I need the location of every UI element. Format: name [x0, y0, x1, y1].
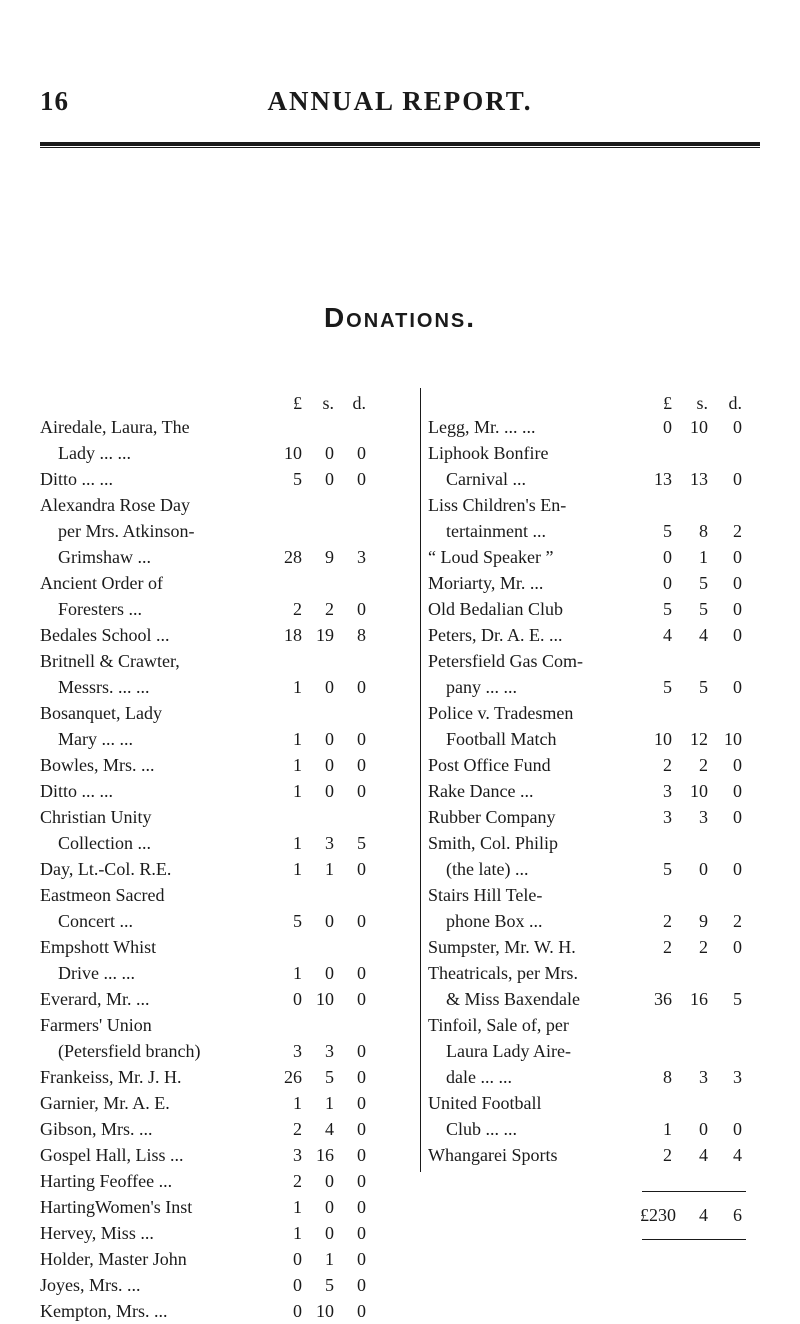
donor-name: Garnier, Mr. A. E. — [40, 1093, 170, 1113]
donor-name: Empshott Whist — [40, 937, 157, 957]
donation-row — [428, 934, 770, 960]
donor-name: Christian Unity — [40, 807, 152, 827]
donation-row — [428, 830, 770, 856]
amount-pence: 5 — [357, 833, 366, 853]
donation-row — [428, 752, 770, 778]
amount-pounds: 1 — [293, 833, 302, 853]
page-header — [40, 86, 760, 126]
amount-shillings: 3 — [325, 1041, 334, 1061]
donor-name: Joyes, Mrs. ... — [40, 1275, 141, 1295]
amount-pounds: 26 — [284, 1067, 302, 1087]
amount-pence: 0 — [357, 781, 366, 801]
donation-row — [428, 856, 770, 882]
amount-shillings: 16 — [316, 1145, 334, 1165]
amount-pence: 0 — [357, 911, 366, 931]
amount-shillings: 4 — [699, 1145, 708, 1165]
donor-name: Gibson, Mrs. ... — [40, 1119, 153, 1139]
donor-name: Collection ... — [58, 833, 151, 853]
donor-name: Harting Feoffee ... — [40, 1171, 173, 1191]
donation-row — [428, 648, 770, 674]
amount-shillings: 0 — [325, 781, 334, 801]
donation-row — [428, 908, 770, 934]
amount-pounds: 0 — [663, 573, 672, 593]
amount-pounds: 18 — [284, 625, 302, 645]
amount-pounds: 3 — [663, 781, 672, 801]
amount-shillings: 1 — [699, 547, 708, 567]
amount-pence: 0 — [733, 677, 742, 697]
donor-name: Bedales School ... — [40, 625, 170, 645]
total-shillings: 4 — [699, 1205, 708, 1225]
donation-row — [40, 856, 380, 882]
donation-row — [40, 752, 380, 778]
amount-pence: 0 — [357, 1119, 366, 1139]
donor-name: Laura Lady Aire- — [446, 1041, 571, 1061]
amount-pence: 0 — [357, 1301, 366, 1321]
amount-pounds: 10 — [284, 443, 302, 463]
donation-row — [40, 778, 380, 804]
donor-name: Bosanquet, Lady — [40, 703, 162, 723]
donor-name: Britnell & Crawter, — [40, 651, 180, 671]
donation-row — [40, 674, 380, 700]
amount-pence: 0 — [733, 859, 742, 879]
amount-pence: 0 — [357, 1067, 366, 1087]
amount-shillings: 1 — [325, 1249, 334, 1269]
donation-row — [40, 544, 380, 570]
donation-row — [40, 466, 380, 492]
donation-row — [40, 1116, 380, 1142]
donor-name: United Football — [428, 1093, 542, 1113]
donor-name: Eastmeon Sacred — [40, 885, 165, 905]
header-rule-thin — [40, 147, 760, 148]
donation-row — [40, 1298, 380, 1324]
amount-pounds: 1 — [663, 1119, 672, 1139]
donor-name: Airedale, Laura, The — [40, 417, 190, 437]
amount-shillings: 0 — [325, 963, 334, 983]
amount-shillings: 0 — [325, 677, 334, 697]
amount-pounds: 1 — [293, 859, 302, 879]
total-rule-top — [428, 1182, 770, 1200]
amount-shillings: 16 — [690, 989, 708, 1009]
amount-pounds: 10 — [654, 729, 672, 749]
donation-row — [428, 570, 770, 596]
amount-pounds: 1 — [293, 1093, 302, 1113]
donor-name: Football Match — [446, 729, 557, 749]
amount-pence: 0 — [357, 443, 366, 463]
amount-pounds: 5 — [663, 521, 672, 541]
amount-pounds: 1 — [293, 1197, 302, 1217]
donor-name: & Miss Baxendale — [446, 989, 580, 1009]
amount-shillings: 9 — [699, 911, 708, 931]
donor-name: Rubber Company — [428, 807, 556, 827]
amount-pounds: 5 — [293, 911, 302, 931]
donation-row — [40, 1012, 380, 1038]
amount-pence: 3 — [357, 547, 366, 567]
donation-row — [40, 648, 380, 674]
amount-pence: 0 — [733, 417, 742, 437]
amount-pounds: 0 — [663, 417, 672, 437]
donor-name: Kempton, Mrs. ... — [40, 1301, 168, 1321]
donations-left-column — [40, 392, 380, 1324]
donor-name: Moriarty, Mr. ... — [428, 573, 544, 593]
donation-row — [428, 882, 770, 908]
total-row — [428, 1200, 770, 1230]
amount-shillings: 0 — [325, 469, 334, 489]
donor-name: Sumpster, Mr. W. H. — [428, 937, 576, 957]
donation-row — [40, 492, 380, 518]
pence-header: d. — [728, 393, 742, 413]
total-rule-bottom — [428, 1230, 770, 1248]
amount-pence: 0 — [733, 469, 742, 489]
donation-row — [428, 544, 770, 570]
donation-row — [40, 570, 380, 596]
amount-pounds: 1 — [293, 755, 302, 775]
amount-pounds: 0 — [293, 1249, 302, 1269]
donation-row — [40, 804, 380, 830]
donation-row — [40, 1168, 380, 1194]
amount-shillings: 0 — [325, 443, 334, 463]
amount-pounds: 5 — [663, 677, 672, 697]
amount-shillings: 12 — [690, 729, 708, 749]
pence-header: d. — [352, 393, 366, 413]
amount-shillings: 9 — [325, 547, 334, 567]
running-title: ANNUAL REPORT. — [267, 86, 533, 116]
amount-shillings: 3 — [699, 1067, 708, 1087]
amount-pence: 0 — [357, 1249, 366, 1269]
shillings-header: s. — [322, 393, 334, 413]
amount-shillings: 1 — [325, 859, 334, 879]
donor-name: Stairs Hill Tele- — [428, 885, 543, 905]
amount-pounds: 0 — [293, 1275, 302, 1295]
donation-row — [40, 960, 380, 986]
currency-header-left — [40, 392, 380, 414]
amount-pence: 0 — [357, 1041, 366, 1061]
donation-row — [40, 934, 380, 960]
amount-pounds: 3 — [663, 807, 672, 827]
donor-name: Club ... ... — [446, 1119, 518, 1139]
amount-shillings: 10 — [316, 989, 334, 1009]
donation-row — [428, 518, 770, 544]
donation-row — [40, 440, 380, 466]
amount-shillings: 3 — [699, 807, 708, 827]
donation-row — [428, 1090, 770, 1116]
donation-row — [40, 1090, 380, 1116]
amount-pounds: 0 — [663, 547, 672, 567]
amount-pence: 0 — [733, 755, 742, 775]
total-pounds: £230 — [640, 1205, 676, 1225]
column-divider — [420, 388, 421, 1172]
donor-name: Carnival ... — [446, 469, 526, 489]
donation-row — [428, 1038, 770, 1064]
header-rule-thick — [40, 142, 760, 146]
amount-pounds: 13 — [654, 469, 672, 489]
donor-name: Mary ... ... — [58, 729, 133, 749]
amount-pence: 2 — [733, 911, 742, 931]
donor-name: HartingWomen's Inst — [40, 1197, 193, 1217]
donation-row — [40, 1272, 380, 1298]
donation-row — [428, 804, 770, 830]
amount-pence: 0 — [733, 547, 742, 567]
amount-pence: 0 — [733, 625, 742, 645]
amount-pence: 0 — [357, 1145, 366, 1165]
donation-row — [40, 596, 380, 622]
amount-pence: 0 — [357, 729, 366, 749]
donation-row — [40, 414, 380, 440]
amount-shillings: 1 — [325, 1093, 334, 1113]
donor-name: Lady ... ... — [58, 443, 131, 463]
amount-shillings: 13 — [690, 469, 708, 489]
amount-pence: 3 — [733, 1067, 742, 1087]
donor-name: Frankeiss, Mr. J. H. — [40, 1067, 182, 1087]
amount-pence: 0 — [357, 1197, 366, 1217]
donor-name: Farmers' Union — [40, 1015, 152, 1035]
donor-name: Police v. Tradesmen — [428, 703, 574, 723]
donor-name: Concert ... — [58, 911, 133, 931]
amount-shillings: 4 — [325, 1119, 334, 1139]
amount-pence: 4 — [733, 1145, 742, 1165]
amount-shillings: 5 — [325, 1275, 334, 1295]
amount-shillings: 0 — [325, 1171, 334, 1191]
donor-name: Legg, Mr. ... ... — [428, 417, 536, 437]
amount-pounds: 1 — [293, 677, 302, 697]
amount-shillings: 5 — [699, 677, 708, 697]
donation-row — [40, 622, 380, 648]
amount-pounds: 2 — [663, 755, 672, 775]
amount-pence: 0 — [733, 573, 742, 593]
amount-pence: 0 — [357, 963, 366, 983]
amount-pounds: 36 — [654, 989, 672, 1009]
amount-pence: 5 — [733, 989, 742, 1009]
amount-pounds: 1 — [293, 729, 302, 749]
amount-shillings: 0 — [325, 755, 334, 775]
pounds-header: £ — [293, 393, 302, 413]
donor-name: Ancient Order of — [40, 573, 163, 593]
donation-row — [40, 1142, 380, 1168]
donation-row — [40, 1194, 380, 1220]
amount-pounds: 28 — [284, 547, 302, 567]
amount-shillings: 10 — [690, 417, 708, 437]
donation-row — [428, 726, 770, 752]
amount-pence: 0 — [733, 807, 742, 827]
donor-name: dale ... ... — [446, 1067, 512, 1087]
amount-shillings: 2 — [325, 599, 334, 619]
amount-shillings: 3 — [325, 833, 334, 853]
donation-row — [40, 518, 380, 544]
donation-row — [40, 1038, 380, 1064]
amount-pounds: 2 — [293, 1119, 302, 1139]
donation-row — [40, 882, 380, 908]
amount-shillings: 5 — [699, 573, 708, 593]
amount-pounds: 3 — [293, 1041, 302, 1061]
amount-pounds: 1 — [293, 963, 302, 983]
amount-pence: 2 — [733, 521, 742, 541]
amount-pounds: 0 — [293, 1301, 302, 1321]
donation-row — [40, 908, 380, 934]
amount-pounds: 1 — [293, 781, 302, 801]
donor-name: Holder, Master John — [40, 1249, 187, 1269]
donor-name: Liss Children's En- — [428, 495, 567, 515]
donor-name: (Petersfield branch) — [58, 1041, 201, 1061]
donation-row — [428, 1142, 770, 1168]
amount-shillings: 2 — [699, 755, 708, 775]
donor-name: Smith, Col. Philip — [428, 833, 559, 853]
amount-shillings: 2 — [699, 937, 708, 957]
amount-shillings: 0 — [325, 1197, 334, 1217]
amount-pence: 10 — [724, 729, 742, 749]
amount-pounds: 2 — [293, 599, 302, 619]
donor-name: Grimshaw ... — [58, 547, 151, 567]
donation-row — [428, 414, 770, 440]
donor-name: Liphook Bonfire — [428, 443, 549, 463]
amount-pence: 0 — [733, 1119, 742, 1139]
amount-pence: 0 — [357, 1223, 366, 1243]
amount-shillings: 4 — [699, 625, 708, 645]
donation-row — [40, 986, 380, 1012]
amount-pence: 8 — [357, 625, 366, 645]
shillings-header: s. — [696, 393, 708, 413]
amount-pounds: 5 — [293, 469, 302, 489]
amount-pence: 0 — [357, 1093, 366, 1113]
donor-name: Messrs. ... ... — [58, 677, 150, 697]
amount-pounds: 2 — [663, 911, 672, 931]
amount-pence: 0 — [733, 781, 742, 801]
donation-row — [428, 622, 770, 648]
donor-name: Tinfoil, Sale of, per — [428, 1015, 569, 1035]
donor-name: Rake Dance ... — [428, 781, 534, 801]
donation-row — [40, 1064, 380, 1090]
donor-name: Hervey, Miss ... — [40, 1223, 154, 1243]
amount-pence: 0 — [733, 937, 742, 957]
donation-row — [40, 1220, 380, 1246]
amount-shillings: 5 — [699, 599, 708, 619]
amount-pence: 0 — [357, 755, 366, 775]
amount-pounds: 5 — [663, 859, 672, 879]
donor-name: Theatricals, per Mrs. — [428, 963, 578, 983]
donation-row — [428, 466, 770, 492]
currency-header-right — [428, 392, 770, 414]
donor-name: Ditto ... ... — [40, 781, 114, 801]
amount-pence: 0 — [357, 989, 366, 1009]
page-number: 16 — [40, 86, 69, 116]
amount-pounds: 2 — [293, 1171, 302, 1191]
amount-pounds: 5 — [663, 599, 672, 619]
donation-row — [428, 778, 770, 804]
total-pence: 6 — [733, 1205, 742, 1225]
amount-shillings: 0 — [325, 1223, 334, 1243]
amount-shillings: 0 — [699, 859, 708, 879]
amount-shillings: 5 — [325, 1067, 334, 1087]
donation-row — [428, 596, 770, 622]
donation-row — [428, 1012, 770, 1038]
donor-name: Foresters ... — [58, 599, 142, 619]
donor-name: Ditto ... ... — [40, 469, 114, 489]
donor-name: phone Box ... — [446, 911, 543, 931]
donor-name: Peters, Dr. A. E. ... — [428, 625, 563, 645]
amount-shillings: 10 — [316, 1301, 334, 1321]
donation-row — [40, 726, 380, 752]
pounds-header: £ — [663, 393, 672, 413]
donor-name: Bowles, Mrs. ... — [40, 755, 155, 775]
amount-pounds: 0 — [293, 989, 302, 1009]
donor-name: Alexandra Rose Day — [40, 495, 190, 515]
amount-pence: 0 — [357, 1275, 366, 1295]
donations-right-column — [428, 392, 770, 1248]
donation-row — [428, 700, 770, 726]
donor-name: Post Office Fund — [428, 755, 551, 775]
amount-shillings: 19 — [316, 625, 334, 645]
donor-name: “ Loud Speaker ” — [428, 547, 554, 567]
amount-pence: 0 — [357, 599, 366, 619]
donation-row — [40, 1246, 380, 1272]
amount-pounds: 1 — [293, 1223, 302, 1243]
amount-pence: 0 — [357, 859, 366, 879]
amount-shillings: 8 — [699, 521, 708, 541]
donation-row — [40, 700, 380, 726]
donor-name: Whangarei Sports — [428, 1145, 558, 1165]
donor-name: tertainment ... — [446, 521, 546, 541]
donor-name: (the late) ... — [446, 859, 529, 879]
donation-row — [428, 986, 770, 1012]
amount-pounds: 2 — [663, 1145, 672, 1165]
amount-pence: 0 — [733, 599, 742, 619]
donation-row — [428, 1064, 770, 1090]
section-title: Donations. — [323, 302, 477, 333]
donation-row — [428, 674, 770, 700]
donation-row — [40, 830, 380, 856]
amount-pence: 0 — [357, 469, 366, 489]
donation-row — [428, 492, 770, 518]
donor-name: Petersfield Gas Com- — [428, 651, 583, 671]
amount-pence: 0 — [357, 677, 366, 697]
amount-pounds: 4 — [663, 625, 672, 645]
amount-shillings: 10 — [690, 781, 708, 801]
amount-pounds: 2 — [663, 937, 672, 957]
donation-row — [428, 960, 770, 986]
donor-name: Drive ... ... — [58, 963, 135, 983]
donor-name: Day, Lt.-Col. R.E. — [40, 859, 172, 879]
amount-shillings: 0 — [325, 911, 334, 931]
donor-name: pany ... ... — [446, 677, 517, 697]
donation-row — [428, 1116, 770, 1142]
amount-shillings: 0 — [325, 729, 334, 749]
donor-name: Everard, Mr. ... — [40, 989, 150, 1009]
donor-name: per Mrs. Atkinson- — [58, 521, 195, 541]
donation-row — [428, 440, 770, 466]
amount-pence: 0 — [357, 1171, 366, 1191]
amount-pounds: 8 — [663, 1067, 672, 1087]
amount-shillings: 0 — [699, 1119, 708, 1139]
donor-name: Old Bedalian Club — [428, 599, 563, 619]
donor-name: Gospel Hall, Liss ... — [40, 1145, 184, 1165]
amount-pounds: 3 — [293, 1145, 302, 1165]
